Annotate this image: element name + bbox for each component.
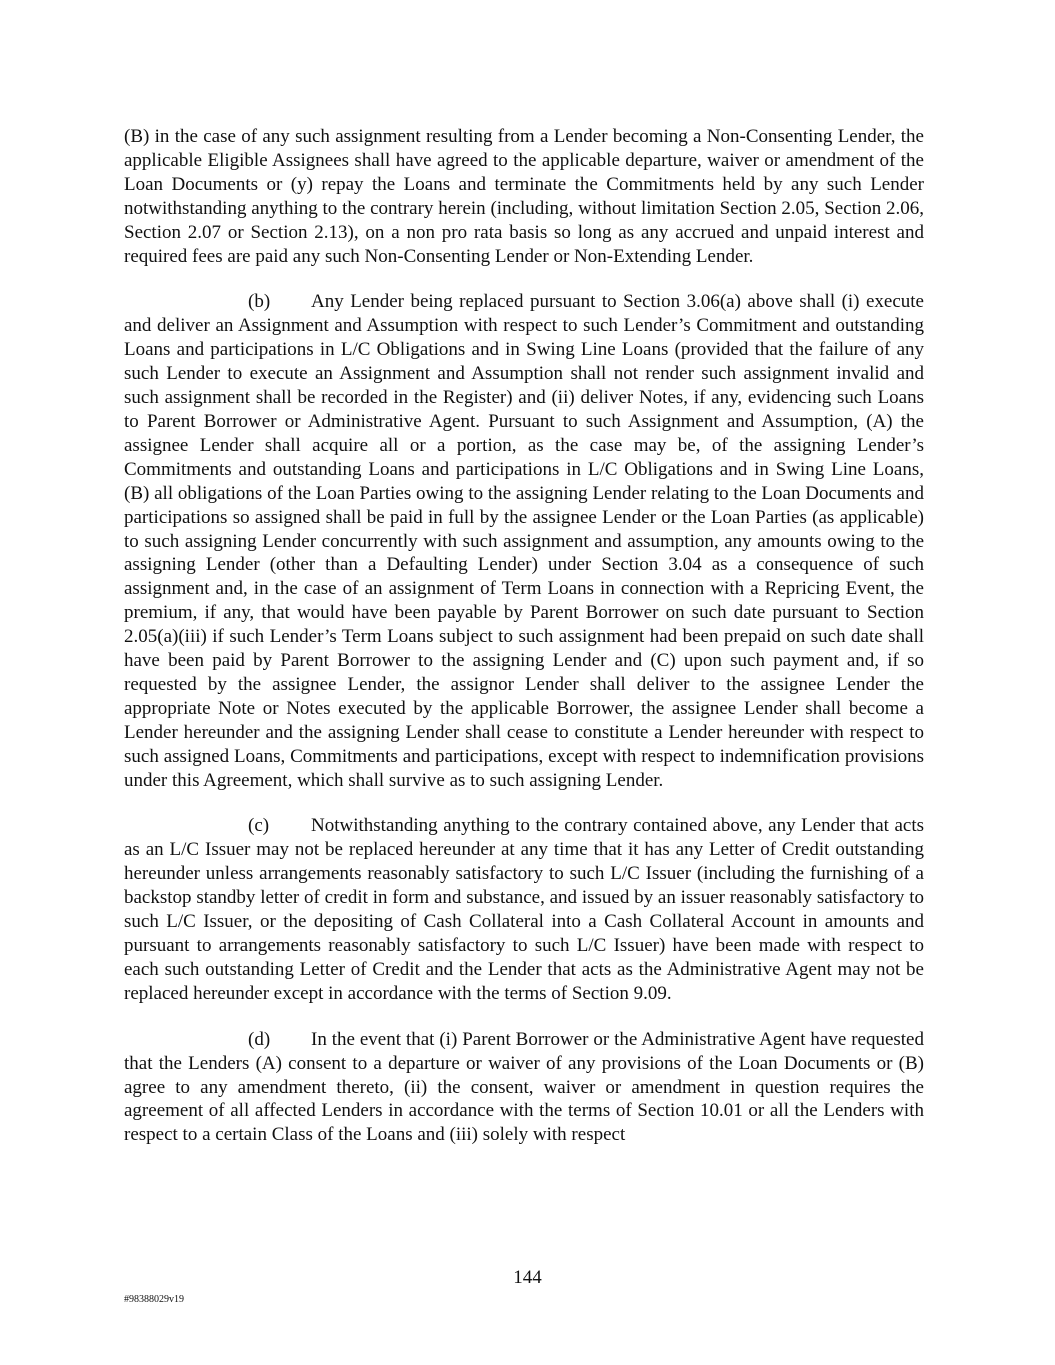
paragraph-continuation: [124, 125, 924, 268]
paragraph-text: In the event that (i) Parent Borrower or the Administrative Agent have requested that the Lenders (A) consent to a departure or waiver of any provisions of the Loan Documents or (B) agree to any amendment thereto, (ii) the consent, waiver or amendment in question requires the agreement of all affected Lenders in accordance with the terms of Section 10.01 or all the Lenders with respect to a certain Class of the Loans and (iii) solely with respect: [124, 1028, 924, 1146]
document-body: [124, 125, 924, 1147]
paragraph-d: [124, 1028, 924, 1148]
paragraph-b: [124, 290, 924, 792]
paragraph-c: [124, 814, 924, 1005]
paragraph-label: (b): [248, 291, 271, 313]
page-number: 144: [513, 1267, 542, 1288]
paragraph-text: Notwithstanding anything to the contrary contained above, any Lender that acts as an L/C Issuer may not be replaced hereunder at any time that it has any Letter of Credit outstanding hereunder unless arrangements reasonably satisfactory to such L/C Issuer (including the furnishing of a backstop standby letter of credit in form and substance, and issued by an issuer reasonably satisfactory to such L/C Issuer, or the depositing of Cash Collateral into a Cash Collateral Account in amounts and pursuant to arrangements reasonably satisfactory to such L/C Issuer) have been made with respect to each such outstanding Letter of Credit and the Lender that acts as the Administrative Agent may not be replaced hereunder except in accordance with the terms of Section 9.09.: [124, 815, 924, 1004]
paragraph-text: Any Lender being replaced pursuant to Section 3.06(a) above shall (i) execute and deliver an Assignment and Assumption with respect to such Lender’s Commitment and outstanding Loans and participations in L/C Obligations and in Swing Line Loans (provided that the failure of any such Lender to execute an Assignment and Assumption shall not render such assignment invalid and such assignment shall be recorded in the Register) and (ii) deliver Notes, if any, evidencing such Loans to Parent Borrower or Administrative Agent. Pursuant to such Assignment and Assumption, (A) the assignee Lender shall acquire all or a portion, as the case may be, of the assigning Lender’s Commitments and outstanding Loans and participations in L/C Obligations and in Swing Line Loans, (B) all obligations of the Loan Parties owing to the assigning Lender relating to the Loan Documents and participations so assigned shall be paid in full by the assignee Lender or the Loan Parties (as applicable) to such assigning Lender concurrently with such assignment and assumption, any amounts owing to the assigning Lender (other than a Defaulting Lender) under Section 3.04 as a consequence of such assignment and, in the case of an assignment of Term Loans in connection with a Repricing Event, the premium, if any, that would have been payable by Parent Borrower on such date pursuant to Section 2.05(a)(iii) if such Lender’s Term Loans subject to such assignment had been prepaid on such date shall have been paid by Parent Borrower to the assigning Lender and (C) upon such payment and, if so requested by the assignee Lender, the assignor Lender shall deliver to the assignee Lender the appropriate Note or Notes executed by the applicable Borrower, the assignee Lender shall become a Lender hereunder and the assigning Lender shall cease to constitute a Lender hereunder with respect to such assigned Loans, Commitments and participations, except with respect to indemnification provisions under this Agreement, which shall survive as to such assigning Lender.: [124, 291, 924, 791]
paragraph-label: (c): [248, 815, 270, 837]
paragraph-label: (d): [248, 1028, 271, 1050]
document-id: #98388029v19: [124, 1294, 184, 1305]
paragraph-text: (B) in the case of any such assignment resulting from a Lender becoming a Non-Consenting Lender, the applicable Eligible Assignees shall have agreed to the applicable departure, waiver or amendment of the Loan Documents or (y) repay the Loans and terminate the Commitments held by any such Lender notwithstanding anything to the contrary herein (including, without limitation Section 2.05, Section 2.06, Section 2.07 or Section 2.13), on a non pro rata basis so long as any accrued and unpaid interest and required fees are paid any such Non-Consenting Lender or Non-Extending Lender.: [124, 126, 924, 267]
